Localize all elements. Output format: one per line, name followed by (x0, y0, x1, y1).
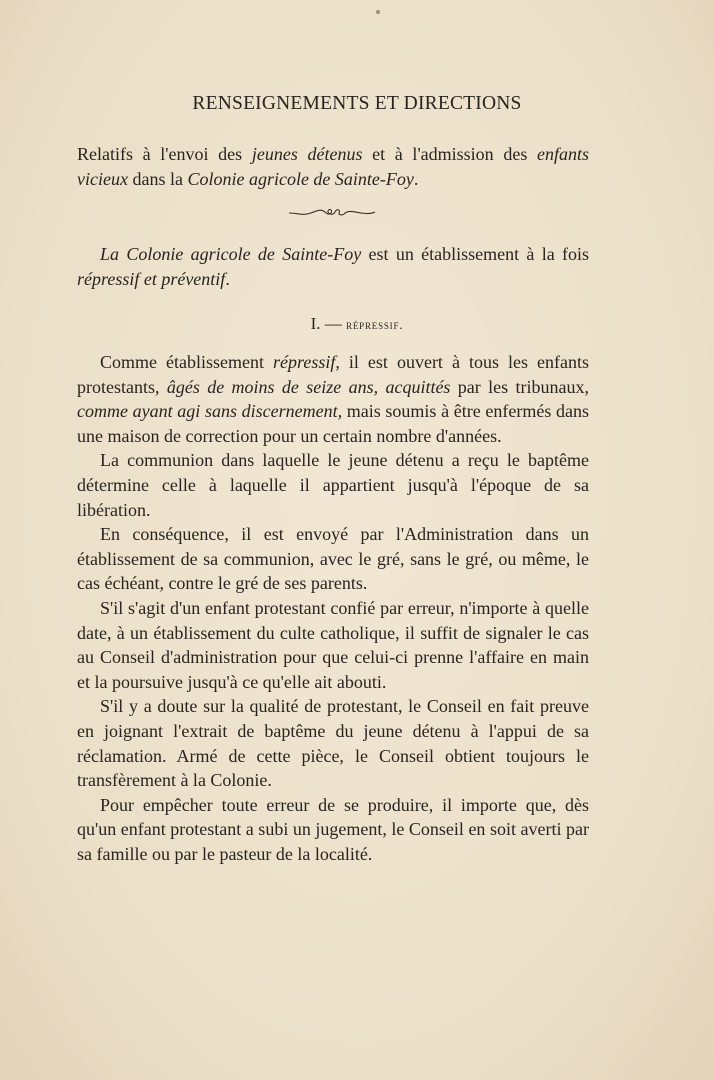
subtitle-text: Relatifs à l'envoi des (77, 144, 252, 164)
intro-text: . (225, 268, 230, 289)
paragraph: La communion dans laquelle le jeune détenu a reçu le baptême détermine celle à laquelle il appartient jusqu'à l'époque de sa libération. (77, 450, 589, 520)
paragraph-text: il est ouvert à tous les enfants protestants, (77, 352, 590, 397)
section-heading (0, 314, 714, 334)
intro-emphasis: répressif et préventif (77, 268, 226, 289)
paragraph: S'il y a doute sur la qualité de protestant, le Conseil en fait preuve en joignant l'extrait de baptême du jeune détenu à l'appui de sa réclamation. Armé de cette pièce, le Conseil obtient toujours le transfèrement à la Colonie. (77, 696, 589, 791)
paragraph-emphasis: âgés de moins de seize ans, (166, 376, 379, 397)
paragraph: Pour empêcher toute erreur de se produire, il importe que, dès qu'un enfant protestant a subi un jugement, le Conseil en soit averti par sa famille ou par le pasteur de la localité. (77, 794, 589, 864)
page-title: RENSEIGNEMENTS ET DIRECTIONS (192, 93, 522, 114)
subtitle-emphasis: Colonie agricole de Sainte-Foy (187, 168, 414, 189)
section-label: répressif. (346, 317, 404, 332)
paragraph-text: mais soumis à être enfermés dans une maison de correction pour un certain nombre d'années. (77, 401, 589, 446)
body-text (77, 350, 589, 866)
section-dash: — (320, 314, 347, 333)
section-number: I. (310, 314, 321, 333)
subtitle-text: dans la (127, 168, 188, 189)
intro-emphasis: La Colonie agricole de Sainte-Foy (100, 244, 362, 264)
paragraph-text: Comme établissement (100, 352, 274, 372)
subtitle-emphasis: jeunes détenus (251, 144, 363, 164)
paragraph: S'il s'agit d'un enfant protestant confié par erreur, n'importe à quelle date, à un établissement du culte catholique, il suffit de signaler le cas au Conseil d'administration pour que celui-ci prenne l'affaire en main et la poursuive jusqu'à ce qu'elle ait abouti. (77, 597, 589, 692)
paragraph: En conséquence, il est envoyé par l'Administration dans un établissement de sa communion, avec le gré, sans le gré, ou même, le cas échéant, contre le gré de ses parents. (77, 524, 589, 594)
paragraph-emphasis: acquittés (385, 376, 451, 397)
subtitle (77, 142, 589, 191)
intro-text: est un établissement à la fois (361, 244, 590, 264)
subtitle-emphasis: enfants vicieux (77, 144, 589, 189)
paragraph (77, 350, 589, 448)
paragraph-text: par les tribunaux, (450, 376, 589, 397)
flourish-divider-icon (287, 204, 377, 220)
paragraph-emphasis: répressif, (273, 352, 340, 372)
ink-spot (376, 10, 380, 14)
paragraph-emphasis: comme ayant agi sans discernement, (77, 401, 343, 422)
subtitle-text: . (413, 168, 419, 189)
subtitle-text: et à l'admission des (362, 144, 537, 164)
intro-paragraph (77, 242, 589, 291)
